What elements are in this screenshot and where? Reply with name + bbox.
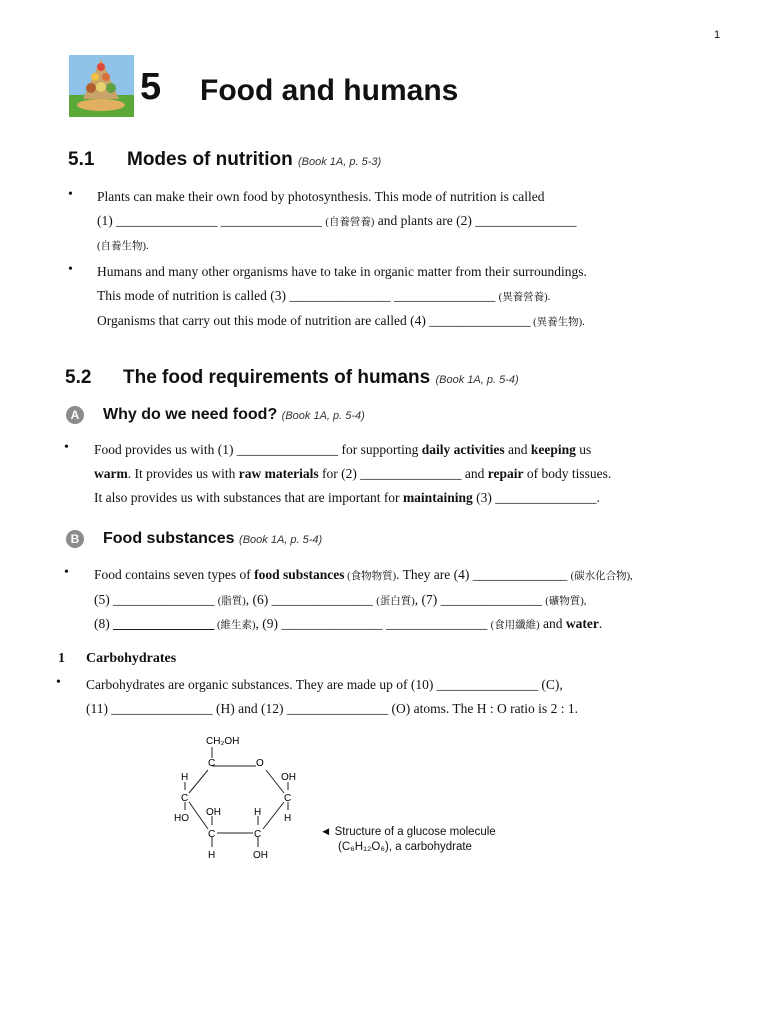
a-l1b: daily activities <box>421 442 505 457</box>
b-l1d: . They are (4) ______________ <box>396 567 571 582</box>
b-l1c: (食物物質) <box>344 571 397 582</box>
section-5-1-number: 5.1 <box>68 149 95 170</box>
mol-oh-bottom: OH <box>253 850 268 861</box>
subsection-b-badge: B <box>66 530 84 548</box>
b-l1a: Food contains seven types of <box>94 567 255 582</box>
s51-b1-l2a: (1) _______________ _______________ <box>97 213 326 228</box>
s51-b2-l3-blank: _______________ <box>429 313 531 328</box>
mol-c3: C <box>284 793 292 804</box>
b-l2b: (脂質) <box>217 596 246 607</box>
mol-h-left-top: H <box>181 772 189 783</box>
s51-b2-l3 <box>97 313 585 329</box>
mol-h-mid: H <box>254 807 262 818</box>
section-5-2-title <box>123 367 519 389</box>
s51-b1-l2b: and plants are (2) _______________ <box>374 213 577 228</box>
subsection-b-title-text: Food substances <box>103 530 235 547</box>
b-l2 <box>94 592 586 608</box>
b-l2a: (5) _______________ <box>94 592 218 607</box>
subsection-b-ref: (Book 1A, p. 5-4) <box>239 534 323 546</box>
mol-oh-mid: OH <box>206 807 221 818</box>
a-l2f: of body tissues. <box>523 466 612 481</box>
a-l2a: warm <box>94 466 128 481</box>
section-5-2-number: 5.2 <box>65 367 92 388</box>
section-5-1-ref: (Book 1A, p. 5-3) <box>297 156 382 168</box>
a-l3c: (3) _______________. <box>472 490 600 505</box>
food-pyramid-icon <box>69 55 134 117</box>
carbs-number: 1 <box>58 651 65 666</box>
bullet-icon: • <box>68 187 73 202</box>
mol-h-right: H <box>284 813 292 824</box>
bullet-icon: • <box>56 675 61 690</box>
section-5-2-title-text: The food requirements of humans <box>123 367 431 388</box>
b-l3d: , (9) _______________ _______________ <box>255 616 491 631</box>
s51-b2-l3a: Organisms that carry out this mode of nutrition are called (4) <box>97 313 430 328</box>
s51-b2-l2a: This mode of nutrition is called (3) _______________ _______________ <box>97 288 499 303</box>
page-number: 1 <box>714 29 721 41</box>
b-l2e: , (7) _______________ <box>414 592 546 607</box>
glucose-molecule-diagram <box>168 730 318 865</box>
s51-b2-l2 <box>97 288 550 304</box>
chapter-title: Food and humans <box>200 74 459 107</box>
s51-b1-l2-cjk: (自養營養) <box>325 217 375 228</box>
a-l2e: repair <box>487 466 524 481</box>
section-5-1-title <box>127 149 381 171</box>
a-l2c: raw materials <box>238 466 319 481</box>
b-l3b: _______________ <box>113 616 215 631</box>
chapter-number: 5 <box>140 66 162 108</box>
b-l3h: . <box>598 616 603 631</box>
s51-b1-l3: (自養生物). <box>97 241 149 252</box>
b-l3 <box>94 616 602 632</box>
carbs-l1: Carbohydrates are organic substances. They are made up of (10) _______________ (C), <box>86 677 563 692</box>
mol-ho-left: HO <box>174 813 189 824</box>
b-l2d: (蛋白質) <box>376 596 415 607</box>
mol-h-bottom: H <box>208 850 216 861</box>
a-l1 <box>94 442 591 458</box>
molecule-caption-line1: ◄ Structure of a glucose molecule <box>320 826 496 838</box>
mol-ch2oh: CH₂OH <box>206 736 240 747</box>
subsection-b-title <box>103 530 322 548</box>
b-l3g: water <box>565 616 599 631</box>
a-l1a: Food provides us with (1) _______________ for supporting <box>94 442 422 457</box>
subsection-a-ref: (Book 1A, p. 5-4) <box>281 410 365 422</box>
molecule-caption-line2: (C₆H₁₂O₆), a carbohydrate <box>338 841 472 853</box>
b-l3a: (8) <box>94 616 114 631</box>
b-l1e: (碳水化合物), <box>570 571 633 582</box>
bullet-icon: • <box>68 262 73 277</box>
mol-oh-right-top: OH <box>281 772 296 783</box>
mol-c5: C <box>254 829 262 840</box>
a-l1d: keeping <box>530 442 576 457</box>
a-l1e: us <box>575 442 592 457</box>
s51-b2-l3-cjk: (異養生物). <box>530 317 585 328</box>
subsection-a-badge: A <box>66 406 84 424</box>
carbs-l2: (11) _______________ (H) and (12) _______________ (O) atoms. The H : O ratio is 2 : 1. <box>86 701 578 716</box>
s51-b2-l1: Humans and many other organisms have to take in organic matter from their surroundings. <box>97 264 587 279</box>
a-l3a: It also provides us with substances that are important for <box>94 490 403 505</box>
carbs-title: Carbohydrates <box>86 651 177 666</box>
bullet-icon: • <box>64 440 69 455</box>
a-l2d: for (2) _______________ and <box>318 466 488 481</box>
a-l2 <box>94 466 611 482</box>
s51-b1-l2 <box>97 213 576 229</box>
s51-b1-l1: Plants can make their own food by photosynthesis. This mode of nutrition is called <box>97 189 545 204</box>
section-5-1-title-text: Modes of nutrition <box>127 149 293 170</box>
subsection-a-title <box>103 406 365 424</box>
mol-c4: C <box>208 829 216 840</box>
mol-o-ring: O <box>256 758 264 769</box>
b-l1b: food substances <box>254 567 345 582</box>
subsection-a-title-text: Why do we need food? <box>103 406 278 423</box>
b-l3f: and <box>539 616 566 631</box>
b-l2c: , (6) _______________ <box>245 592 377 607</box>
a-l1c: and <box>504 442 531 457</box>
a-l3 <box>94 490 600 506</box>
a-l3b: maintaining <box>402 490 473 505</box>
b-l2f: (礦物質), <box>545 596 587 607</box>
b-l1 <box>94 567 633 583</box>
s51-b2-l2-cjk: (異養營養). <box>498 292 551 303</box>
bullet-icon: • <box>64 565 69 580</box>
mol-c2: C <box>181 793 189 804</box>
b-l3c: (維生素) <box>214 620 256 631</box>
b-l3e: (食用纖維) <box>490 620 540 631</box>
a-l2b: . It provides us with <box>127 466 239 481</box>
section-5-2-ref: (Book 1A, p. 5-4) <box>435 374 519 386</box>
mol-c1: C <box>208 758 216 769</box>
